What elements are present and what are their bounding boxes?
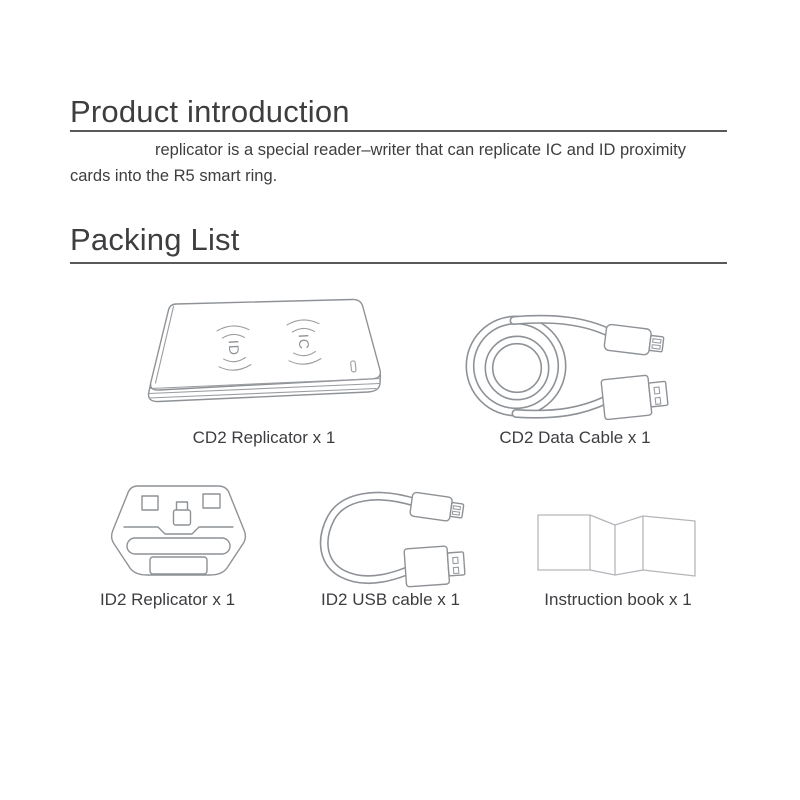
- product-introduction-paragraph: [70, 137, 735, 189]
- instruction-book-figure: [535, 508, 700, 580]
- micro-usb-connector: [410, 492, 465, 523]
- cd2-data-cable-figure: [470, 316, 670, 422]
- leaflet-outline: [538, 515, 695, 576]
- intro-line-1: replicator is a special reader–writer that can replicate IC and ID proximity: [155, 141, 686, 159]
- ic-pad-marking: IC: [295, 333, 313, 351]
- instruction-book-caption: Instruction book x 1: [544, 590, 692, 609]
- device-body: [112, 486, 246, 575]
- id2-usb-cable-caption: ID2 USB cable x 1: [321, 590, 460, 609]
- coiled-usb-data-cable-drawing: [470, 316, 670, 422]
- folded-instruction-book-drawing: [535, 508, 700, 580]
- id2-replicator-figure: [106, 481, 251, 581]
- intro-line-2: cards into the R5 smart ring.: [70, 167, 278, 185]
- id2-replicator-caption: ID2 Replicator x 1: [99, 590, 236, 609]
- usb-a-connector: [601, 373, 669, 419]
- cd2-replicator-caption: CD2 Replicator x 1: [192, 428, 336, 447]
- packing-list-heading: Packing List: [70, 222, 240, 257]
- product-introduction-heading: Product introduction: [70, 94, 350, 129]
- heading-underline: [70, 130, 727, 132]
- cd2-replicator-figure: [142, 296, 386, 422]
- cd2-replicator-drawing: [142, 296, 386, 422]
- id-pad-marking: ID: [225, 339, 243, 357]
- id2-usb-cable-figure: [315, 486, 465, 590]
- heading-underline: [70, 262, 727, 264]
- u-shaped-usb-cable-drawing: [315, 486, 465, 590]
- cd2-data-cable-caption: CD2 Data Cable x 1: [499, 428, 651, 447]
- device-top-face: [151, 299, 381, 390]
- id2-replicator-drawing: [106, 481, 251, 581]
- micro-usb-connector: [604, 324, 665, 357]
- usb-a-connector: [404, 545, 466, 587]
